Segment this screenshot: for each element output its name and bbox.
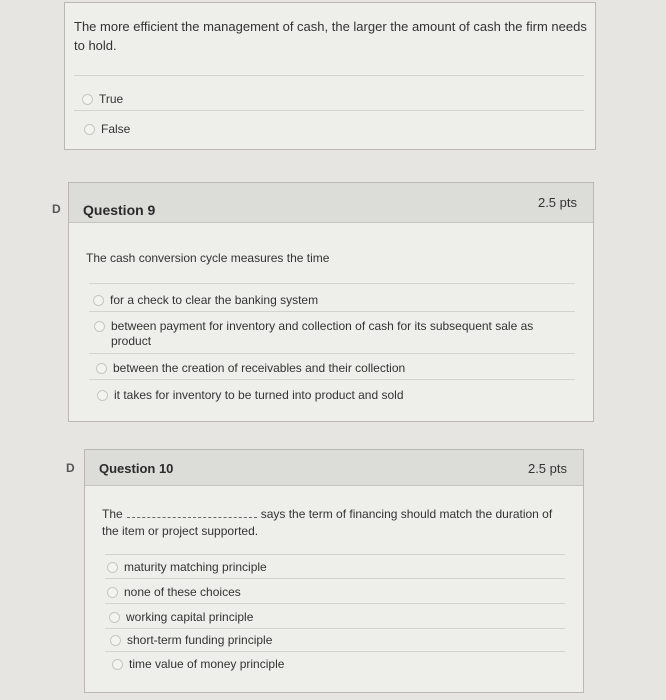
flag-icon[interactable]: D	[66, 461, 75, 475]
radio-button[interactable]	[94, 321, 105, 332]
option-2[interactable]	[107, 585, 241, 600]
prompt-text: says the term of financing should match the duration of the item or project supported.	[102, 507, 553, 538]
question-9-header	[69, 183, 593, 223]
option-false[interactable]	[84, 122, 130, 137]
question-10-card	[84, 449, 584, 693]
radio-button[interactable]	[96, 363, 107, 374]
option-label: True	[99, 92, 124, 106]
option-label: maturity matching principle	[124, 560, 267, 574]
option-label: False	[101, 122, 131, 136]
divider	[74, 110, 584, 111]
question-points: 2.5 pts	[537, 195, 577, 210]
option-4[interactable]	[97, 388, 404, 403]
prompt-text: The	[102, 507, 123, 521]
radio-button[interactable]	[107, 562, 118, 573]
question-points: 2.5 pts	[527, 461, 567, 476]
divider	[105, 554, 565, 555]
divider	[89, 379, 575, 380]
option-label: working capital principle	[126, 610, 254, 624]
radio-button[interactable]	[109, 612, 120, 623]
option-3[interactable]	[96, 361, 405, 376]
radio-button[interactable]	[107, 587, 118, 598]
question-title: Question 9	[83, 202, 156, 218]
option-3[interactable]	[109, 610, 253, 625]
answer-blank	[127, 517, 257, 518]
radio-button[interactable]	[112, 659, 123, 670]
divider	[105, 603, 565, 604]
divider	[89, 311, 575, 312]
divider	[105, 628, 565, 629]
option-label: none of these choices	[124, 585, 241, 599]
option-label: it takes for inventory to be turned into product and sold	[114, 388, 404, 402]
option-label: between the creation of receivables and their collection	[113, 361, 406, 375]
question-8-prompt: The more efficient the management of cash, the larger the amount of cash the firm needs to hold.	[74, 19, 587, 53]
option-4[interactable]	[110, 633, 272, 648]
option-label: time value of money principle	[129, 657, 285, 671]
radio-button[interactable]	[84, 124, 95, 135]
question-10-prompt	[102, 506, 562, 540]
option-1[interactable]	[93, 293, 318, 308]
divider	[89, 283, 575, 284]
radio-button[interactable]	[82, 94, 93, 105]
question-8-card	[64, 2, 596, 150]
divider	[74, 75, 584, 76]
radio-button[interactable]	[110, 635, 121, 646]
option-2[interactable]	[94, 319, 564, 349]
question-10-header	[85, 450, 583, 486]
divider	[105, 651, 565, 652]
question-9-card	[68, 182, 594, 422]
divider	[105, 578, 565, 579]
option-label: short-term funding principle	[127, 633, 273, 647]
option-1[interactable]	[107, 560, 267, 575]
radio-button[interactable]	[93, 295, 104, 306]
divider	[89, 353, 575, 354]
option-label: for a check to clear the banking system	[110, 293, 319, 307]
question-9-prompt: The cash conversion cycle measures the time	[86, 251, 330, 265]
option-5[interactable]	[112, 657, 284, 672]
option-label: between payment for inventory and collection of cash for its subsequent sale as product	[111, 319, 534, 348]
option-true[interactable]	[82, 92, 123, 107]
question-title: Question 10	[99, 461, 174, 476]
flag-icon[interactable]: D	[52, 202, 61, 216]
radio-button[interactable]	[97, 390, 108, 401]
